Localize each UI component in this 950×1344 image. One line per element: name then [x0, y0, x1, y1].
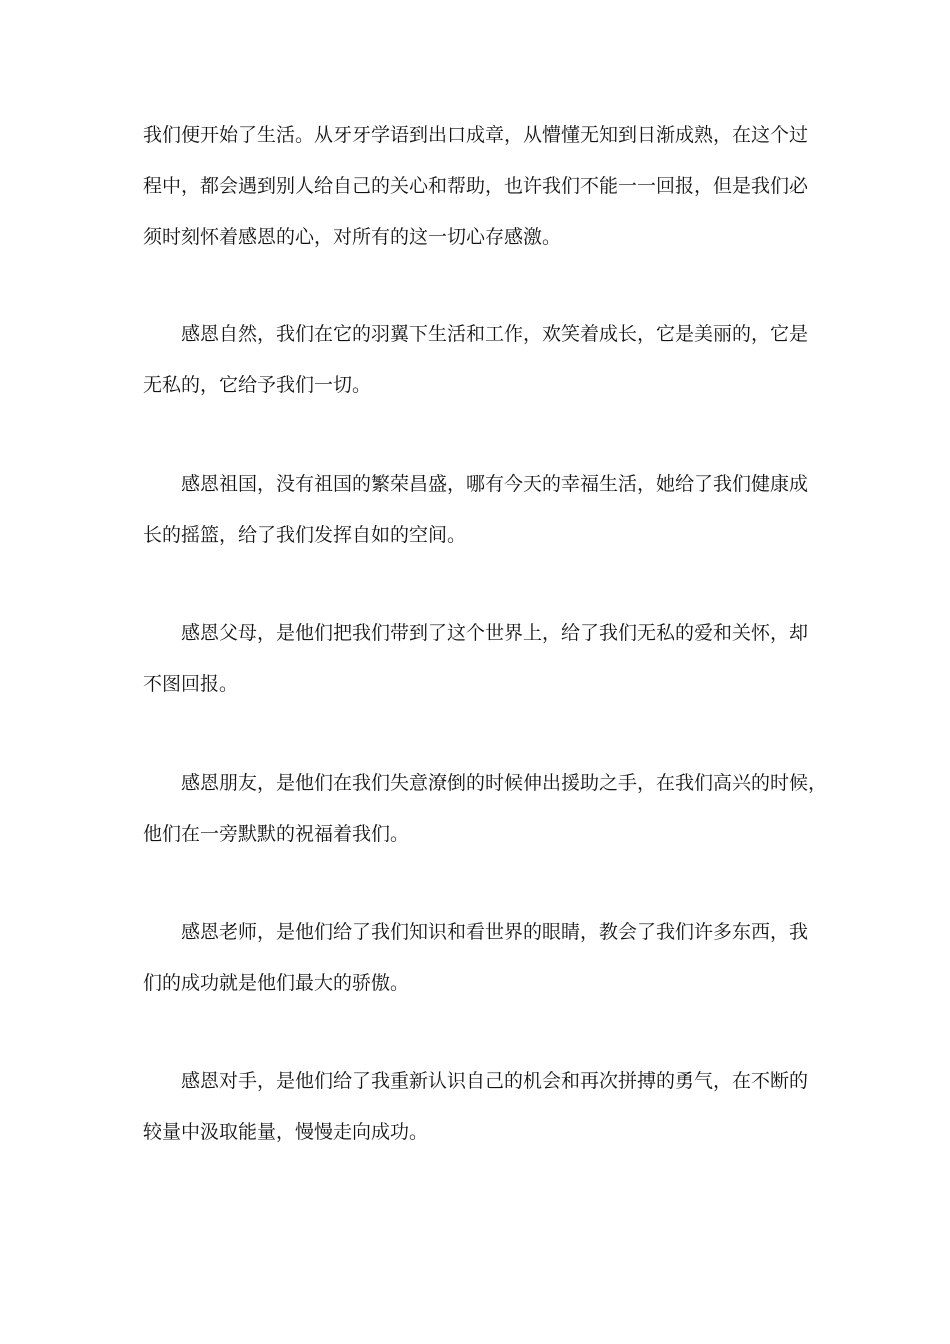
paragraph-line: 须时刻怀着感恩的心，对所有的这一切心存感激。 — [143, 226, 562, 248]
paragraph-line: 长的摇篮，给了我们发挥自如的空间。 — [143, 524, 467, 546]
paragraph-line: 无私的，它给予我们一切。 — [143, 374, 372, 396]
paragraph-line: 他们在一旁默默的祝福着我们。 — [143, 823, 410, 845]
paragraph-gratitude-friends — [143, 758, 828, 860]
paragraph-line: 感恩自然，我们在它的羽翼下生活和工作，欢笑着成长，它是美丽的，它是 — [181, 323, 809, 345]
paragraph-gratitude-country — [143, 459, 811, 561]
paragraph-gratitude-teachers — [143, 907, 811, 1009]
paragraph-life-growth — [143, 110, 811, 263]
paragraph-line: 较量中汲取能量，慢慢走向成功。 — [143, 1121, 429, 1143]
paragraph-gratitude-parents — [143, 608, 811, 710]
paragraph-line: 们的成功就是他们最大的骄傲。 — [143, 972, 410, 994]
paragraph-line: 感恩朋友，是他们在我们失意潦倒的时候伸出援助之手，在我们高兴的时候， — [181, 772, 828, 794]
paragraph-line: 我们便开始了生活。从牙牙学语到出口成章，从懵懂无知到日渐成熟，在这个过 — [143, 124, 809, 146]
paragraph-gratitude-nature — [143, 309, 811, 411]
paragraph-gratitude-rivals — [143, 1056, 811, 1158]
paragraph-line: 感恩父母，是他们把我们带到了这个世界上，给了我们无私的爱和关怀，却 — [181, 622, 809, 644]
paragraph-line: 感恩对手，是他们给了我重新认识自己的机会和再次拼搏的勇气，在不断的 — [181, 1070, 809, 1092]
paragraph-line: 感恩老师，是他们给了我们知识和看世界的眼睛，教会了我们许多东西，我 — [181, 921, 809, 943]
paragraph-line: 感恩祖国，没有祖国的繁荣昌盛，哪有今天的幸福生活，她给了我们健康成 — [181, 473, 809, 495]
paragraph-line: 不图回报。 — [143, 673, 239, 695]
paragraph-line: 程中，都会遇到别人给自己的关心和帮助，也许我们不能一一回报，但是我们必 — [143, 175, 809, 197]
